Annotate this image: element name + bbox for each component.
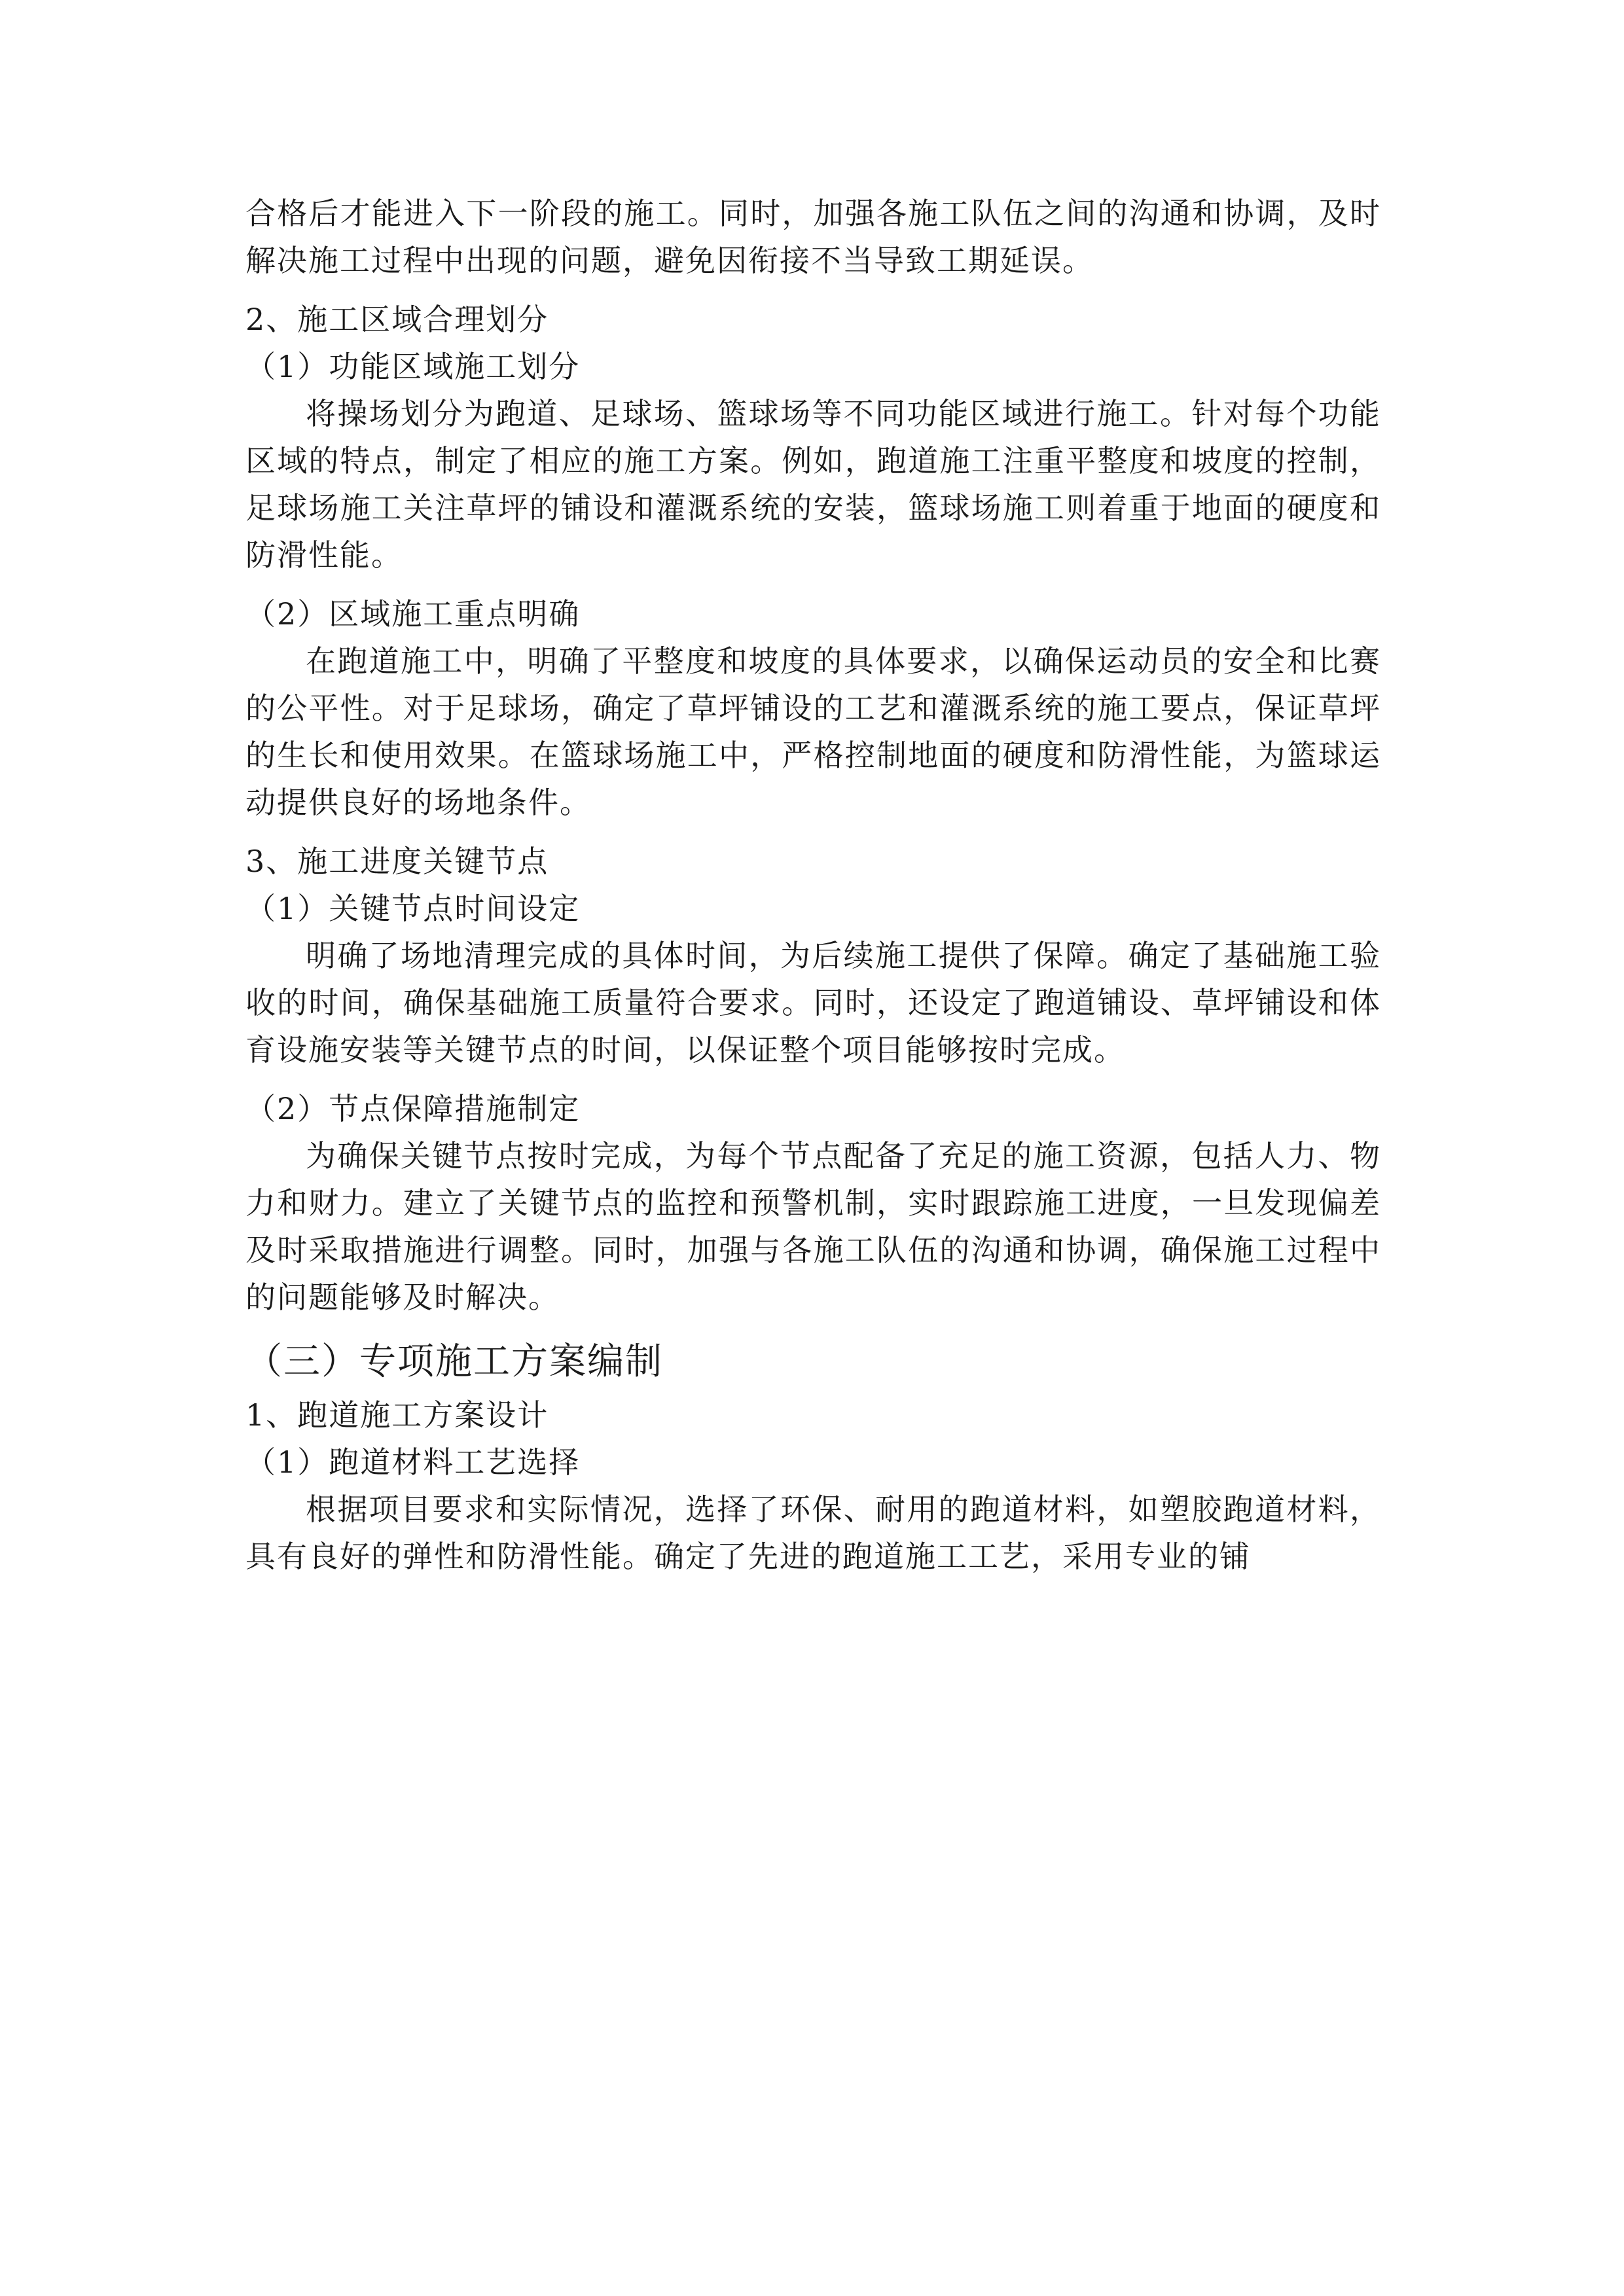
paragraph-function-zones: 将操场划分为跑道、足球场、篮球场等不同功能区域进行施工。针对每个功能区域的特点，制定了相应的施工方案。例如，跑道施工注重平整度和坡度的控制，足球场施工关注草坪的铺设和灌溉系统的安装，篮球场施工则着重于地面的硬度和防滑性能。 (245, 396, 1381, 573)
paragraph-track-material: 根据项目要求和实际情况，选择了环保、耐用的跑道材料，如塑胶跑道材料，具有良好的弹性和防滑性能。确定了先进的跑道施工工艺，采用专业的铺 (245, 1492, 1381, 1574)
subsection-heading-3-1: （1）关键节点时间设定 (245, 891, 581, 926)
section-heading-2: 2、施工区域合理划分 (245, 302, 549, 337)
paragraph-milestone-time: 明确了场地清理完成的具体时间，为后续施工提供了保障。确定了基础施工验收的时间，确保基础施工质量符合要求。同时，还设定了跑道铺设、草坪铺设和体育设施安装等关键节点的时间，以保证整个项目能够按时完成。 (245, 938, 1381, 1067)
section-heading-3: 3、施工进度关键节点 (245, 844, 549, 879)
subsection-heading-2-1: （1）功能区域施工划分 (245, 349, 581, 384)
subsection-heading-3-2: （2）节点保障措施制定 (245, 1091, 581, 1126)
paragraph-continuation: 合格后才能进入下一阶段的施工。同时，加强各施工队伍之间的沟通和协调，及时解决施工过程中出现的问题，避免因衔接不当导致工期延误。 (245, 196, 1381, 278)
chapter-heading-special-plan: （三）专项施工方案编制 (245, 1340, 663, 1383)
section-heading-track-plan: 1、跑道施工方案设计 (245, 1397, 549, 1433)
subsection-heading-track-material: （1）跑道材料工艺选择 (245, 1444, 581, 1480)
paragraph-zone-focus: 在跑道施工中，明确了平整度和坡度的具体要求，以确保运动员的安全和比赛的公平性。对于足球场，确定了草坪铺设的工艺和灌溉系统的施工要点，保证草坪的生长和使用效果。在篮球场施工中，严格控制地面的硬度和防滑性能，为篮球运动提供良好的场地条件。 (245, 643, 1381, 820)
document-page (245, 190, 1381, 1592)
paragraph-milestone-measures: 为确保关键节点按时完成，为每个节点配备了充足的施工资源，包括人力、物力和财力。建立了关键节点的监控和预警机制，实时跟踪施工进度，一旦发现偏差及时采取措施进行调整。同时，加强与各施工队伍的沟通和协调，确保施工过程中的问题能够及时解决。 (245, 1138, 1381, 1315)
subsection-heading-2-2: （2）区域施工重点明确 (245, 596, 581, 632)
